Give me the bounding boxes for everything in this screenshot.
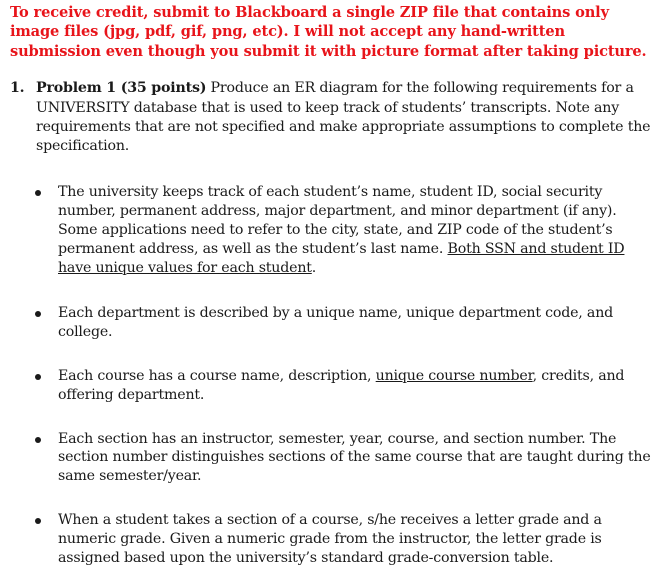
list-item <box>58 304 660 342</box>
problem-intro: Produce an ER diagram for the following requirements for a UNIVERSITY database that is used to keep track of students’ transcripts. Note any requirements that are not specified and make appropriate assumptions to complete the specification. <box>36 80 651 155</box>
problem-title: Problem 1 (35 points) <box>36 80 207 97</box>
list-item <box>58 430 660 487</box>
list-item-underlined-text: unique course number <box>375 367 533 384</box>
document-page <box>10 3 660 568</box>
list-item-text: Each course has a course name, description, <box>58 367 376 384</box>
list-item-text-end: , credits, and offering department. <box>58 367 625 403</box>
bullet-icon <box>35 437 41 443</box>
submission-notice: To receive credit, submit to Blackboard a single ZIP file that contains only image files (jpg, pdf, gif, png, etc). I will not accept any hand-written submission even though you submit it with picture format after taking picture. <box>10 4 647 60</box>
list-item-text: When a student takes a section of a course, s/he receives a letter grade and a numeric grade. Given a numeric grade from the instructor, the letter grade is assigned based upon the university’s standard grade-conversion table. <box>58 512 602 567</box>
problem-1 <box>10 79 660 156</box>
bullet-icon <box>35 518 41 524</box>
list-item <box>58 367 660 405</box>
list-item <box>58 511 660 568</box>
bullet-icon <box>35 311 41 317</box>
list-item-text-end: . <box>311 260 317 277</box>
list-item <box>58 183 660 278</box>
bullet-icon <box>35 190 41 196</box>
list-item-text: The university keeps track of each student’s name, student ID, social security number, permanent address, major department, and minor department (if any). Some applications need to refer to the city, state, and ZIP code of the student’s permanent address, as well as the student’s last name. <box>58 184 617 258</box>
requirements-list <box>10 183 660 568</box>
list-item-text: Each section has an instructor, semester, year, course, and section number. The section number distinguishes sections of the same course that are taught during the same semester/year. <box>58 430 651 485</box>
bullet-icon <box>35 374 41 380</box>
list-item-underlined-text: Both SSN and student ID have unique values for each student <box>58 241 625 277</box>
list-item-text: Each department is described by a unique name, unique department code, and college. <box>58 304 614 340</box>
problem-number: 1. <box>10 80 25 97</box>
